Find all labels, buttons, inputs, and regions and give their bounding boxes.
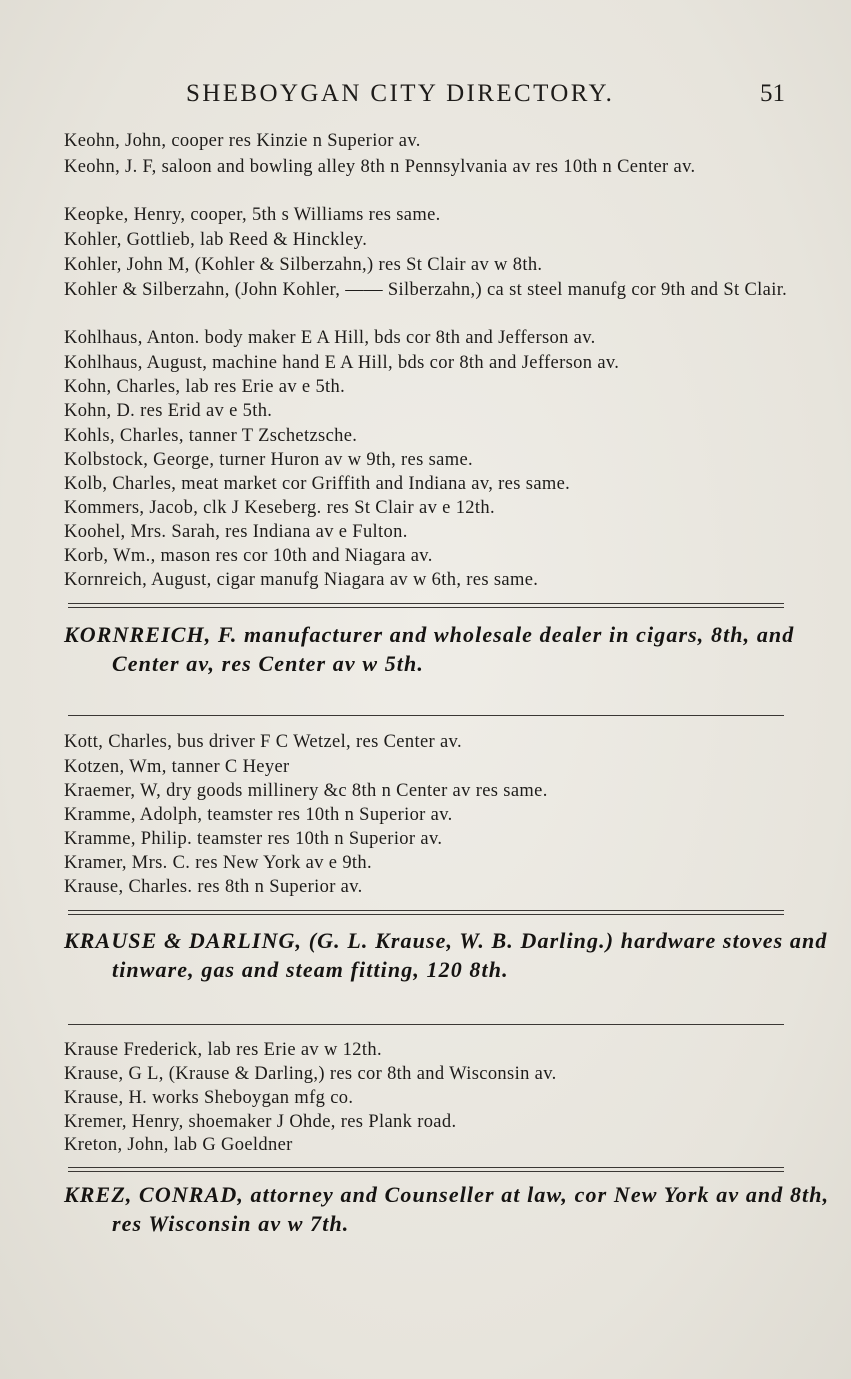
page-header [0, 80, 851, 114]
directory-entry: Krause, Charles. res 8th n Superior av. [64, 877, 363, 897]
directory-entry: Kolbstock, George, turner Huron av w 9th, res same. [64, 450, 473, 470]
directory-entry: Kramer, Mrs. C. res New York av e 9th. [64, 853, 372, 873]
directory-entry: Kolb, Charles, meat market cor Griffith and Indiana av, res same. [64, 474, 571, 494]
directory-entry: Keohn, J. F, saloon and bowling alley 8th n Pennsylvania av res 10th n Center av. [64, 157, 696, 177]
directory-entry: Kohler, John M, (Kohler & Silberzahn,) res St Clair av w 8th. [64, 255, 543, 275]
running-title: SHEBOYGAN CITY DIRECTORY. [186, 80, 615, 107]
section-rule [68, 715, 784, 716]
section-rule [68, 1024, 784, 1025]
directory-entry: Korb, Wm., mason res cor 10th and Niagara av. [64, 546, 433, 566]
advertisement-kornreich: KORNREICH, F. manufacturer and wholesale dealer in cigars, 8th, and Center av, res Center av w 5th. [64, 622, 795, 676]
directory-entry: Keohn, John, cooper res Kinzie n Superior av. [64, 131, 421, 151]
directory-entry: Kohlhaus, August, machine hand E A Hill, bds cor 8th and Jefferson av. [64, 353, 620, 373]
directory-entry: Kornreich, August, cigar manufg Niagara av w 6th, res same. [64, 570, 539, 590]
page-number: 51 [760, 80, 785, 107]
directory-entry: Kremer, Henry, shoemaker J Ohde, res Plank road. [64, 1112, 457, 1132]
section-rule [68, 910, 784, 915]
directory-entry: Kotzen, Wm, tanner C Heyer [64, 757, 290, 777]
directory-entry: Kramme, Adolph, teamster res 10th n Superior av. [64, 805, 453, 825]
directory-entry: Kommers, Jacob, clk J Keseberg. res St Clair av e 12th. [64, 498, 495, 518]
directory-entry: Koohel, Mrs. Sarah, res Indiana av e Fulton. [64, 522, 408, 542]
directory-entry: Kraemer, W, dry goods millinery &c 8th n Center av res same. [64, 781, 548, 801]
section-rule [68, 603, 784, 608]
directory-entry: Kohlhaus, Anton. body maker E A Hill, bds cor 8th and Jefferson av. [64, 328, 596, 348]
directory-entry: Kreton, John, lab G Goeldner [64, 1135, 293, 1155]
directory-entry: Kohler & Silberzahn, (John Kohler, —— Silberzahn,) ca st steel manufg cor 9th and St Clair. [64, 280, 788, 300]
directory-entry: Keopke, Henry, cooper, 5th s Williams res same. [64, 205, 441, 225]
advertisement-krause-darling: KRAUSE & DARLING, (G. L. Krause, W. B. Darling.) hardware stoves and tinware, gas and steam fitting, 120 8th. [64, 928, 828, 982]
directory-entry: Kohls, Charles, tanner T Zschetzsche. [64, 426, 358, 446]
directory-entry: Kohn, D. res Erid av e 5th. [64, 401, 273, 421]
directory-entry: Kott, Charles, bus driver F C Wetzel, res Center av. [64, 732, 462, 752]
advertisement-krez: KREZ, CONRAD, attorney and Counseller at law, cor New York av and 8th, res Wisconsin av w 7th. [64, 1182, 830, 1236]
directory-entry: Kramme, Philip. teamster res 10th n Superior av. [64, 829, 443, 849]
directory-entry: Krause, G L, (Krause & Darling,) res cor 8th and Wisconsin av. [64, 1064, 557, 1084]
directory-entry: Kohn, Charles, lab res Erie av e 5th. [64, 377, 346, 397]
directory-entry: Kohler, Gottlieb, lab Reed & Hinckley. [64, 230, 368, 250]
section-rule [68, 1167, 784, 1172]
directory-entry: Krause, H. works Sheboygan mfg co. [64, 1088, 354, 1108]
directory-entry: Krause Frederick, lab res Erie av w 12th. [64, 1040, 382, 1060]
